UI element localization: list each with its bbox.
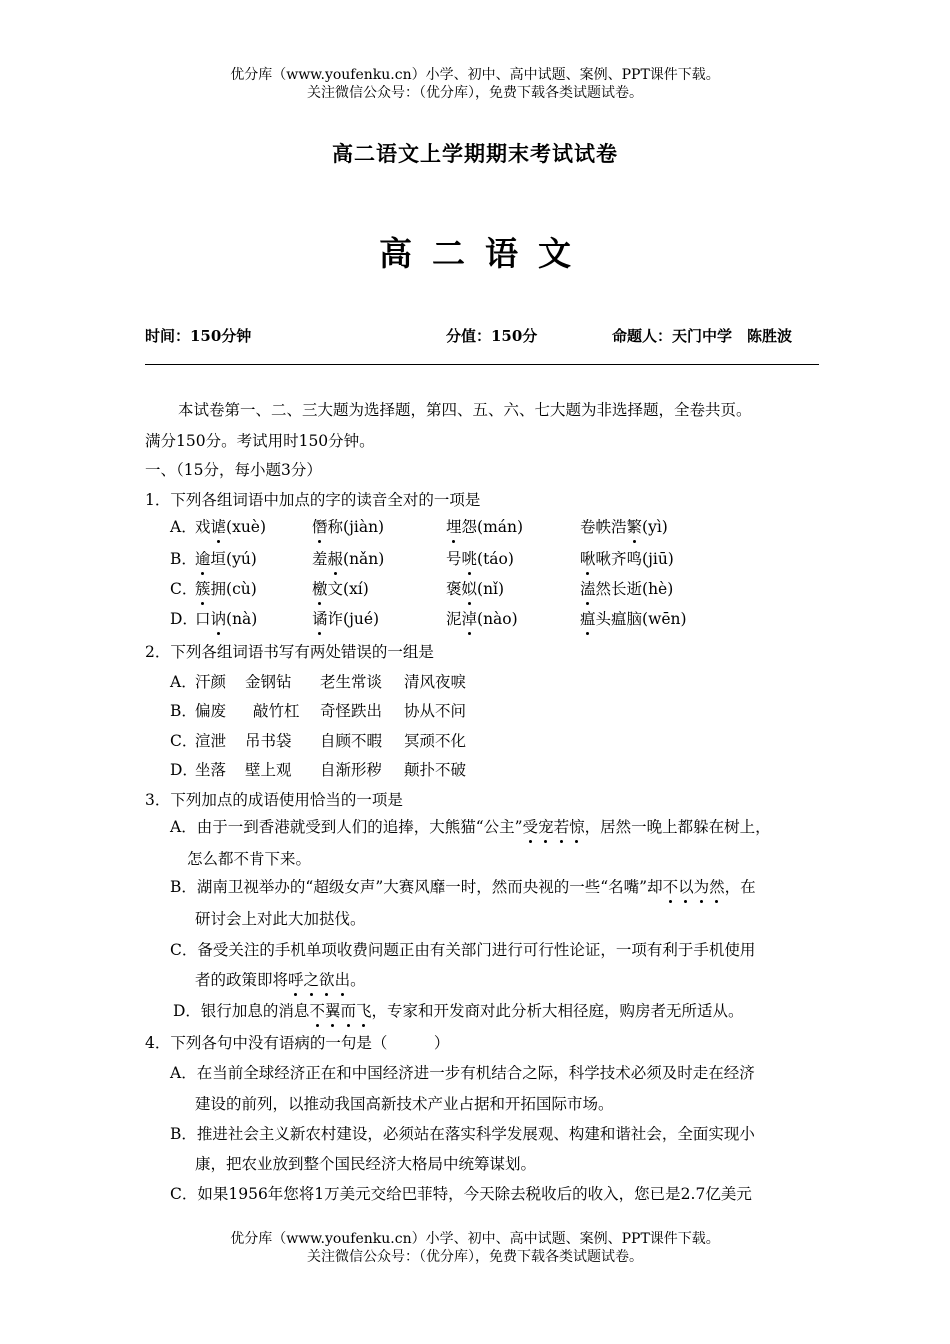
- total-score: 分值：150分: [446, 327, 538, 345]
- dotted-char: 僭: [312, 518, 328, 536]
- q1-word: [446, 579, 504, 599]
- dotted-char: 不: [662, 878, 679, 896]
- q1-word: [446, 517, 523, 537]
- q1-word-part: 头瘟脑(wēn): [595, 610, 687, 628]
- q1-word: [195, 549, 257, 569]
- q1-option-label: D．: [170, 610, 198, 628]
- dotted-char: 以: [678, 878, 694, 896]
- q1-word-part: (nǎn): [343, 550, 385, 568]
- q3-option-d: [173, 1001, 744, 1021]
- q3-c-post: 。: [350, 971, 366, 989]
- q1-word-part: 称(jiàn): [327, 518, 385, 536]
- q2-word: 老生常谈: [320, 673, 383, 691]
- q1-word: [312, 517, 384, 537]
- q1-word-part: (nà): [226, 610, 258, 628]
- q2-word: 颠扑不破: [404, 761, 467, 779]
- q1-word: [312, 549, 384, 569]
- q3-d-pre: D．银行加息的消息: [173, 1002, 310, 1020]
- q4-option-a-line2: 建设的前列，以推动我国高新技术产业占据和开拓国际市场。: [195, 1095, 614, 1113]
- q2-option-label: A．: [170, 673, 197, 691]
- time-limit: 时间：150分钟: [145, 327, 252, 345]
- dotted-char: 为: [693, 878, 710, 896]
- q3-option-a-line2: 怎么都不肯下来。: [187, 850, 312, 868]
- dotted-char: 讷: [210, 610, 227, 628]
- q1-word-part: 泥: [446, 610, 462, 628]
- q1-word-part: 口: [195, 610, 211, 628]
- q1-word-part: (xuè): [226, 518, 267, 536]
- q2-word: 协从不问: [404, 702, 467, 720]
- banner-line-1: 优分库（www.youfenku.cn）小学、初中、高中试题、案例、PPT课件下载。: [230, 1231, 720, 1247]
- dotted-char: 淖: [461, 610, 478, 628]
- dotted-char: 之: [303, 971, 320, 989]
- q1-word-part: 诈(jué): [327, 610, 380, 628]
- author: 命题人：天门中学 陈胜波: [612, 327, 793, 345]
- q1-word: [195, 609, 257, 629]
- q1-word: [195, 579, 257, 599]
- q2-word: 金钢钻: [245, 673, 292, 691]
- dotted-char: 飞: [355, 1002, 372, 1020]
- dotted-char: 溘: [580, 580, 596, 598]
- dotted-char: 宠: [538, 818, 554, 836]
- q1-word-part: 号: [446, 550, 462, 568]
- q2-word: 冥顽不化: [404, 732, 467, 750]
- q1-word-part: 怨(mán): [461, 518, 524, 536]
- q3-d-post: ，专家和开发商对此分析大相径庭，购房者无所适从。: [371, 1002, 744, 1020]
- q1-word-part: 文(xí): [327, 580, 369, 598]
- q2-word: 偏废: [195, 702, 227, 720]
- q3-option-c-line2: [195, 970, 366, 990]
- q2-word: 壁上观: [245, 761, 292, 779]
- q1-option-label: C．: [170, 580, 198, 598]
- subject-title: 高二语文: [379, 234, 591, 273]
- q3-a-post: ，居然一晚上都躲在树上，: [584, 818, 771, 836]
- dotted-char: 姒: [461, 580, 478, 598]
- q2-word: 坐落: [195, 761, 227, 779]
- dotted-char: 然: [709, 878, 725, 896]
- dotted-char: 不: [309, 1002, 325, 1020]
- banner-line-2: 关注微信公众号：（优分库），免费下载各类试题试卷。: [307, 85, 643, 101]
- q3-b-post: ，在: [724, 878, 756, 896]
- q3-b-pre: B．湖南卫视举办的“超级女声”大赛风靡一时，然而央视的一些“名嘴”却: [170, 878, 663, 896]
- q3-c-idiom: [288, 971, 350, 989]
- q3-b-idiom: [663, 878, 725, 896]
- dotted-char: 啾: [580, 550, 596, 568]
- q2-word: 清风夜唳: [404, 673, 467, 691]
- q2-option-label: C．: [170, 732, 198, 750]
- dotted-char: 惊: [569, 818, 585, 836]
- q4-option-c-line1: C．如果1956年您将1万美元交给巴菲特，今天除去税收后的收入，您已是2.7亿美元: [170, 1185, 752, 1203]
- q1-word: [580, 579, 673, 599]
- section-heading: 一、（15分，每小题3分）: [145, 461, 322, 479]
- q1-word: [580, 609, 687, 629]
- banner-line-2: 关注微信公众号：（优分库），免费下载各类试题试卷。: [307, 1249, 643, 1265]
- q1-word: [312, 579, 369, 599]
- q2-word: 自顾不暇: [320, 732, 383, 750]
- dotted-char: 瘟: [580, 610, 596, 628]
- q1-word: [446, 549, 514, 569]
- q1-word: [580, 517, 668, 537]
- q1-word-part: (nǐ): [477, 580, 505, 598]
- q1-word-part: 戏: [195, 518, 211, 536]
- q1-word-part: 然长逝(hè): [595, 580, 674, 598]
- q3-c-pre: 者的政策即将: [195, 971, 289, 989]
- q3-stem: 3．下列加点的成语使用恰当的一项是: [145, 791, 403, 809]
- q2-word: 自渐形秽: [320, 761, 383, 779]
- q2-option-label: D．: [170, 761, 198, 779]
- dotted-char: 谑: [210, 518, 227, 536]
- q1-word: [195, 517, 266, 537]
- dotted-char: 呼: [288, 971, 304, 989]
- bottom-banner: [0, 1230, 950, 1266]
- q1-word-part: 垣(yú): [210, 550, 257, 568]
- q3-option-c-line1: C．备受关注的手机单项收费问题正由有关部门进行可行性论证，一项有利于手机使用: [170, 941, 756, 959]
- dotted-char: 翼: [324, 1002, 341, 1020]
- dotted-char: 檄: [312, 580, 328, 598]
- q1-option-label: A．: [170, 518, 197, 536]
- banner-line-1: 优分库（www.youfenku.cn）小学、初中、高中试题、案例、PPT课件下载。: [230, 67, 720, 83]
- dotted-char: 埋: [446, 518, 462, 536]
- dotted-char: 若: [553, 818, 570, 836]
- q1-word-part: 羞: [312, 550, 328, 568]
- q1-word-part: 拥(cù): [210, 580, 257, 598]
- q2-stem: 2．下列各组词语书写有两处错误的一组是: [145, 643, 434, 661]
- dotted-char: 谲: [312, 610, 328, 628]
- intro-line-2: 满分150分。考试用时150分钟。: [145, 432, 375, 450]
- dotted-char: 咷: [461, 550, 478, 568]
- q2-option-label: B．: [170, 702, 197, 720]
- q3-option-b-line2: 研讨会上对此大加挞伐。: [195, 910, 366, 928]
- q1-option-label: B．: [170, 550, 197, 568]
- q1-word: [312, 609, 379, 629]
- q3-option-a-line1: [170, 817, 771, 837]
- q1-word-part: 啾齐鸣(jiū): [595, 550, 674, 568]
- q2-word: 奇怪跌出: [320, 702, 383, 720]
- top-banner: [0, 66, 950, 102]
- q4-option-b-line2: 康，把农业放到整个国民经济大格局中统筹谋划。: [195, 1155, 537, 1173]
- dotted-char: 出: [334, 971, 351, 989]
- q1-stem: 1．下列各组词语中加点的字的读音全对的一项是: [145, 491, 481, 509]
- q2-word: 汗颜: [195, 673, 227, 691]
- q4-option-a-line1: A．在当前全球经济正在和中国经济进一步有机结合之际，科学技术必须及时走在经济: [170, 1064, 755, 1082]
- q4-stem: 4．下列各句中没有语病的一句是（ ）: [145, 1034, 450, 1052]
- q3-a-idiom: [523, 818, 585, 836]
- exam-title: 高二语文上学期期末考试试卷: [332, 141, 618, 166]
- dotted-char: 受: [522, 818, 539, 836]
- dotted-char: 逾: [195, 550, 211, 568]
- q1-word-part: 卷帙浩: [580, 518, 627, 536]
- q2-word: 渲泄: [195, 732, 227, 750]
- q2-word: 吊书袋: [245, 732, 292, 750]
- q1-word-part: (táo): [477, 550, 514, 568]
- q3-option-b-line1: [170, 877, 756, 897]
- dotted-char: 而: [340, 1002, 356, 1020]
- q1-word-part: (nào): [477, 610, 518, 628]
- q4-option-b-line1: B．推进社会主义新农村建设，必须站在落实科学发展观、构建和谐社会，全面实现小: [170, 1125, 755, 1143]
- q1-word: [580, 549, 674, 569]
- q2-word: 敲竹杠: [253, 702, 300, 720]
- dotted-char: 赧: [327, 550, 344, 568]
- dotted-char: 繁: [626, 518, 643, 536]
- q1-word-part: (yì): [642, 518, 668, 536]
- q1-word: [446, 609, 518, 629]
- q3-a-pre: A．由于一到香港就受到人们的追捧，大熊猫“公主”: [170, 818, 523, 836]
- dotted-char: 欲: [319, 971, 335, 989]
- dotted-char: 簇: [195, 580, 211, 598]
- header-rule: [145, 364, 819, 365]
- q3-d-idiom: [309, 1002, 371, 1020]
- q1-word-part: 褒: [446, 580, 462, 598]
- intro-line-1: 本试卷第一、二、三大题为选择题，第四、五、六、七大题为非选择题，全卷共页。: [178, 401, 752, 419]
